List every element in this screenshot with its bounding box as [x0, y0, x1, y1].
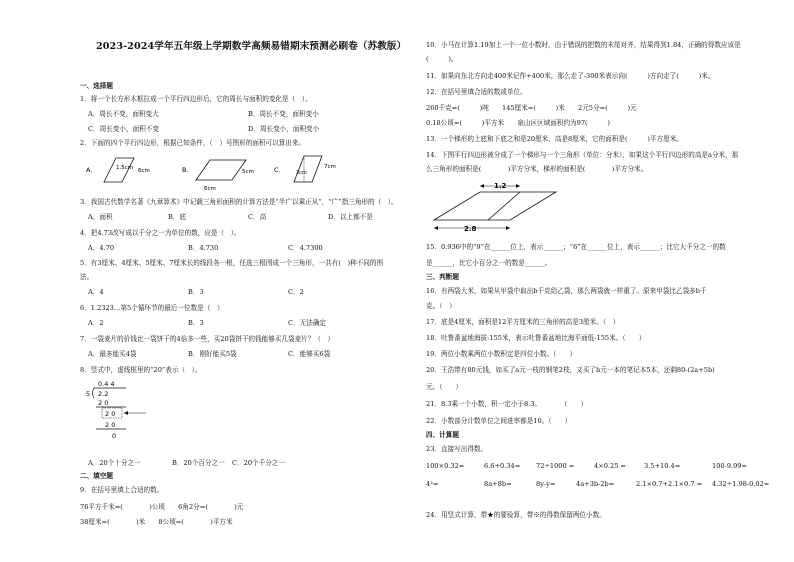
- q5-option-c: C．2: [288, 288, 304, 296]
- q12-line1: 260千克=( )吨 145厘米=( )米 2元5分=( )元: [426, 104, 637, 112]
- question-21: 21．8.3乘一个小数，积一定小于8.3。 （ ）: [426, 400, 588, 408]
- question-12: 12．在括号里填合适的数或单位。: [426, 88, 527, 96]
- q1-option-b: B．周长不变，面积变小: [248, 110, 319, 118]
- question-11: 11．如果向东北方向走400米记作+400米，那么走了-300米表示向( )方向走了( )米。: [426, 72, 715, 80]
- fig-b-label: B．: [182, 166, 193, 174]
- calc-1-4: 4×0.25 =: [594, 462, 627, 470]
- calc-2-4: 4a+3b-2b=: [576, 480, 615, 488]
- question-5: 5．有3厘米、4厘米、5厘米、7厘米长的线段各一根，任选三根围成一个三角形，一共有( )种不同的围: [80, 259, 384, 267]
- fig-b-dim2: 6cm: [204, 186, 216, 192]
- fig-a-label: A．: [86, 166, 97, 174]
- question-8: 8．竖式中，虚线框里的“20”表示（ ）。: [80, 366, 202, 374]
- q6-option-a: A．2: [88, 319, 104, 327]
- question-16: 16．有两袋大米，如果从甲袋中取出b千克给乙袋，那么两袋就一样重了。原来甲袋比乙袋多b千: [426, 287, 707, 295]
- calc-2-1: 4²=: [426, 480, 439, 488]
- question-13: 13．一个梯形的上底和下底之和是20厘米，高是8厘米，它的面积是( )平方厘米。: [426, 135, 683, 143]
- exam-title: 2023-2024学年五年级上学期数学高频易错期末预测必刷卷（苏教版）: [96, 41, 407, 52]
- fig-c-label: C．: [274, 166, 286, 174]
- question-14-cont: 么三角形的面积是( )平方分米，梯形的面积是( )平方分米。: [426, 165, 648, 173]
- calc-2-5: 2.1×0.7+2.1×0.7 =: [636, 480, 703, 488]
- fig-b-shape: [196, 160, 246, 180]
- fig14-bottom-label: 2.8: [464, 225, 477, 233]
- fig-c-dim2: 3cm: [296, 170, 307, 176]
- q4-option-a: A．4.70: [88, 244, 115, 252]
- calc-2-3: 8y-y=: [536, 480, 556, 488]
- q7-option-b: B．刚好能买5袋: [188, 350, 237, 358]
- q6-option-b: B．3: [188, 319, 204, 327]
- question-24: 24．用竖式计算，带★的要验算，带※的得数保留两位小数。: [426, 511, 606, 519]
- calc-1-6: 100-9.99=: [712, 462, 748, 470]
- q1-option-c: C．周长变小，面积不变: [88, 125, 159, 133]
- section-calc: 四、计算题: [426, 431, 459, 439]
- question-6: 6．1.2323…第5个循环节的最后一位数是（ ）: [80, 304, 224, 312]
- question-18: 18．吐鲁番盆地海拔-155米，表示吐鲁番盆地比海平面低-155米。（ ）: [426, 334, 646, 342]
- fig-b-dim1: 5cm: [242, 169, 254, 175]
- question-22: 22．小数部分计数单位之间进率都是10。（ ）: [426, 417, 572, 425]
- question-20-cont: 元。（ ）: [426, 383, 463, 391]
- q1-option-d: D．周长变小，面积变小: [248, 125, 320, 133]
- question-20: 20．王浩带有80元钱，如买了a元一枝的钢笔2枝，又买了b元一本的笔记本5本，还剩80-(2a+5b): [426, 366, 715, 374]
- q9-line2: 38厘米=( )米 8公顷=( )平方米: [80, 518, 233, 526]
- q3-option-b: B．底: [168, 213, 187, 221]
- q9-line1: 76平方千米=( )公顷 6角2分=( )元: [80, 503, 244, 511]
- q14-figure: [426, 180, 586, 238]
- q8-option-c: C．20个千分之一: [232, 459, 285, 467]
- q8-option-a: A．20个十分之一: [88, 459, 141, 467]
- q1-option-a: A．周长不变，面积变大: [88, 110, 159, 118]
- q7-option-a: A．最多能买4袋: [88, 350, 137, 358]
- question-23: 23．直接写出得数。: [426, 445, 488, 453]
- fig-a-dim2: 6cm: [138, 168, 150, 174]
- question-7: 7．一袋麦片的价钱比一袋饼干的4倍多一些，买20袋饼干的钱能够买几袋麦片？（ ）: [80, 335, 335, 343]
- section-choice: 一、选择题: [80, 82, 113, 90]
- calc-1-5: 3.5+10.4=: [644, 462, 681, 470]
- question-3: 3．我国古代数学名著《九章算术》中记载三角形面积的计算方法是“半广以乘正从”，“广”指三角形的（ ）。: [80, 198, 398, 206]
- q4-option-c: C．4.7300: [288, 244, 323, 252]
- calc-1-2: 6.6+0.34=: [484, 462, 521, 470]
- question-10: 10．小马在计算1.19加上一个一位小数时，由于错误的把数的末尾对齐，结果得到1.84，正确的得数应该是: [426, 41, 741, 49]
- q6-option-c: C．无法确定: [288, 319, 327, 327]
- question-15-cont: 是______，比它小百分之一的数是______。: [426, 259, 552, 267]
- question-19: 19．两位小数乘两位小数积定是四位小数。（ ）: [426, 350, 577, 358]
- question-16-cont: 克。（ ）: [426, 302, 456, 310]
- calc-2-6: 4.32÷1.98-0.02=: [712, 480, 770, 488]
- div-row1: 2 0: [98, 399, 109, 407]
- div-quotient: 0.4 4: [98, 380, 115, 388]
- div-divisor: 5: [86, 390, 91, 398]
- q12-line2: 0.18公顷=( )平方米 泉山区区域面积约为97( ): [426, 119, 610, 127]
- fig-c-shape: [294, 156, 322, 182]
- q5-option-a: A．4: [88, 288, 104, 296]
- question-17: 17．底是4厘米，面积是12平方厘米的三角形的高是3厘米。（ ）: [426, 318, 620, 326]
- parallelogram-shape: [434, 192, 556, 220]
- q3-option-c: C．高: [248, 213, 267, 221]
- div-row3: 2 0: [105, 421, 116, 429]
- question-15: 15．0.936中的“9”在______位上，表示______；“6”在______位上，表示______；比它大千分之一的数: [426, 243, 726, 251]
- q7-option-c: C．能够买6袋: [288, 350, 331, 358]
- q8-option-b: B．20个百分之一: [172, 459, 225, 467]
- q3-option-d: D．以上都不是: [328, 213, 373, 221]
- fig-a-dim1: 1.5cm: [116, 165, 134, 171]
- long-division: [84, 378, 174, 454]
- div-row2: 2 0: [105, 410, 116, 418]
- fig14-top-label: 1.2: [494, 182, 507, 190]
- q5-option-b: B．3: [188, 288, 204, 296]
- question-4: 4．把4.73改写成以千分之一为单位的数，应是（ ）。: [80, 229, 241, 237]
- calc-1-3: 72÷1000 =: [536, 462, 575, 470]
- question-1: 1．将一个长方形木框拉成一个平行四边形后，它的周长与面积的变化是（ ）。: [80, 95, 312, 103]
- q3-option-a: A．面积: [88, 213, 113, 221]
- q2-figures: [86, 150, 386, 192]
- calc-2-2: 8a+8b=: [484, 480, 512, 488]
- question-14: 14．下图平行四边形被分成了一个梯形与一个三角形（单位：分米），如果这个平行四边形的高是a分米，那: [426, 151, 739, 159]
- calc-1-1: 100×0.32=: [426, 462, 465, 470]
- arrow-icon: [124, 411, 128, 415]
- question-5-cont: 法。: [80, 273, 94, 281]
- section-judge: 三、判断题: [426, 273, 459, 281]
- section-fill: 二、填空题: [80, 472, 113, 480]
- div-zero: 0: [112, 432, 117, 440]
- question-10-cont: ( )。: [426, 55, 458, 63]
- question-2: 2．下面的四个平行四边形，根据已知条件，（ ）号图形的面积可以算出来。: [80, 139, 306, 147]
- fig-c-dim1: 7cm: [324, 164, 336, 170]
- div-dividend: 2.2: [98, 390, 109, 398]
- question-9: 9．在括号里填上合适的数。: [80, 486, 164, 494]
- q4-option-b: B．4.730: [188, 244, 219, 252]
